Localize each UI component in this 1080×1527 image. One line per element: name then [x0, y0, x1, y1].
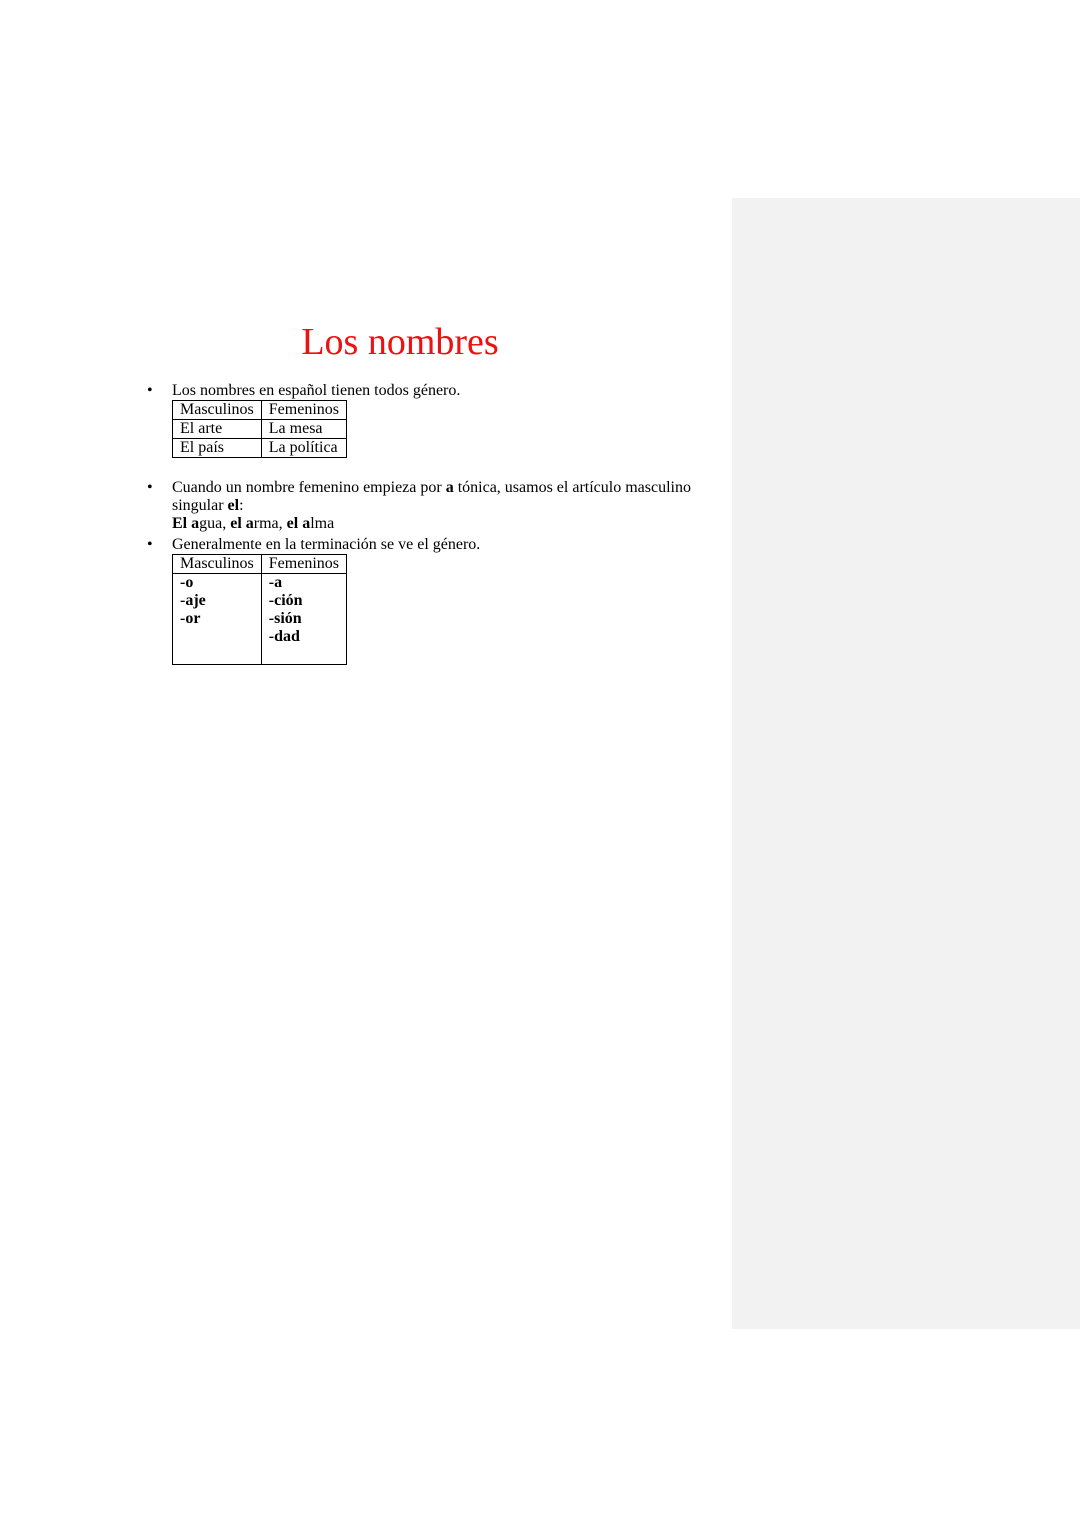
endings-table — [172, 554, 347, 665]
text-run: Cuando un nombre femenino empieza por — [172, 479, 446, 496]
feminine-endings-cell — [261, 574, 346, 665]
bullet-text — [172, 479, 732, 533]
ending: -ción — [268, 592, 303, 609]
table-header-row — [173, 401, 347, 420]
header-masculine: Masculinos — [173, 401, 262, 420]
text-run: rma, — [253, 515, 287, 532]
table-cell: El arte — [173, 420, 262, 439]
table-row — [173, 574, 347, 665]
bold-run: el a — [286, 515, 311, 532]
masculine-endings-cell — [173, 574, 262, 665]
bold-run: a — [445, 479, 454, 496]
ending: -or — [180, 610, 201, 627]
header-masculine: Masculinos — [173, 555, 262, 574]
header-feminine: Femeninos — [261, 401, 346, 420]
text-run: singular — [172, 497, 228, 514]
bold-run: El a — [172, 515, 200, 532]
bullet-dot-icon: • — [147, 479, 153, 496]
ending: -sión — [268, 610, 302, 627]
text-run: tónica, usamos el artículo masculino — [453, 479, 691, 496]
text-run: : — [239, 497, 244, 514]
header-feminine: Femeninos — [261, 555, 346, 574]
table-row — [173, 420, 347, 439]
bold-run: el — [227, 497, 240, 514]
table-cell: La mesa — [261, 420, 346, 439]
table-cell: El país — [173, 439, 262, 458]
table-row — [173, 439, 347, 458]
bullet-dot-icon: • — [147, 536, 153, 553]
table-cell: La política — [261, 439, 346, 458]
ending: -a — [268, 574, 283, 591]
example-line — [172, 515, 334, 532]
bullet-dot-icon: • — [147, 382, 153, 399]
ending: -dad — [268, 628, 300, 645]
ending: -aje — [180, 592, 206, 609]
bullet-text: Los nombres en español tienen todos género. — [172, 382, 461, 399]
text-run: gua, — [199, 515, 231, 532]
bullet-text: Generalmente en la terminación se ve el género. — [172, 536, 481, 553]
table-header-row — [173, 555, 347, 574]
ending: -o — [180, 574, 194, 591]
gender-examples-table — [172, 400, 347, 458]
page-title: Los nombres — [301, 321, 499, 363]
bold-run: el a — [230, 515, 254, 532]
text-run: lma — [310, 515, 335, 532]
